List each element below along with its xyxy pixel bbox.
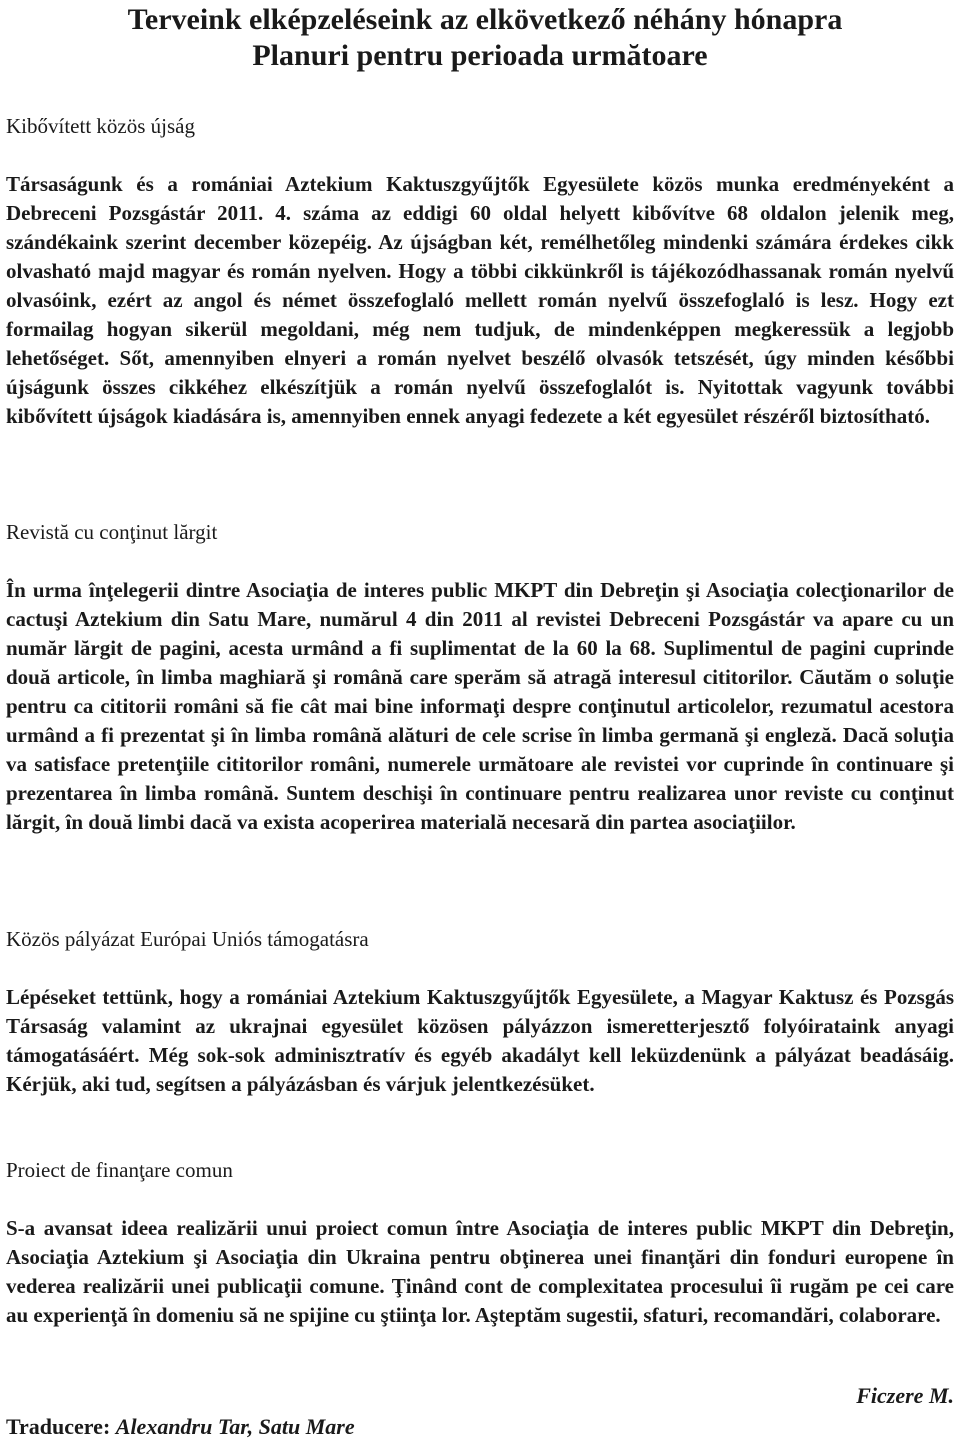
translator-name: Alexandru Tar, Satu Mare [115,1414,355,1439]
section-paragraph: S-a avansat ideea realizării unui proiect comun între Asociaţia de interes public MKPT din Debreţin, Asociaţia Aztekium şi Asociaţia din Ukraina pentru obţinerea unei finanţări din fonduri europene în vederea realizării unei publicaţii comune. Ţinând cont de complexitatea procesului îi rugăm pe cei care au experienţă în domeniu să ne spijine cu ştiinţa lor. Aşteptăm sugestii, sfaturi, recomandări, colaborare. [6,1216,954,1327]
section-expanded-newspaper-hu [6,112,954,141]
section-heading: Kibővített közös újság [6,114,195,138]
section-expanded-newspaper-hu-body [6,170,954,431]
section-joint-project-ro [6,1156,954,1185]
section-expanded-newspaper-ro-body [6,576,954,837]
author-signature: Ficzere M. [856,1383,954,1408]
translation-label: Traducere: [6,1414,111,1439]
title-hungarian: Terveink elképzeléseink az elkövetkező néhány hónapra [127,3,843,36]
section-joint-application-hu [6,925,954,954]
section-expanded-newspaper-ro [6,518,954,547]
title-romanian: Planuri pentru perioada următoare [252,39,708,72]
section-joint-project-ro-body [6,1214,954,1330]
section-joint-application-hu-body [6,983,954,1099]
section-heading: Közös pályázat Európai Uniós támogatásra [6,927,369,951]
title-block [0,0,960,74]
section-heading: Revistă cu conţinut lărgit [6,520,218,544]
translation-credit [6,1412,355,1441]
section-paragraph: Lépéseket tettünk, hogy a romániai Aztekium Kaktuszgyűjtők Egyesülete, a Magyar Kaktusz és Pozsgás Társaság valamint az ukrajnai egyesület közösen pályázzon ismeretterjesztő folyóirataink anyagi támogatásáért. Még sok-sok adminisztratív és egyéb akadályt kell leküzdenünk a pályázat beadásáig. Kérjük, aki tud, segítsen a pályázásban és várjuk jelentkezésüket. [6,985,954,1096]
section-heading: Proiect de finanţare comun [6,1158,233,1182]
section-paragraph: În urma înţelegerii dintre Asociaţia de interes public MKPT din Debreţin şi Asociaţia colecţionarilor de cactuşi Aztekium din Satu Mare, numărul 4 din 2011 al revistei Debreceni Pozsgástár va apare cu un număr lărgit de pagini, acesta urmând a fi suplimentat de la 60 la 68. Suplimentul de pagini cuprinde două articole, în limba maghiară şi română care sperăm să atragă interesul cititorilor. Căutăm o soluţie pentru ca cititorii români să fie cât mai bine informaţi despre conţinutul articolelor, rezumatul acestora urmând a fi prezentat şi în limba română alături de cele scrise în limba germană şi engleză. Dacă soluţia va satisface pretenţiile cititorilor români, numerele următoare ale revistei vor cuprinde în continuare şi prezentarea în limba română. Suntem deschişi în continuare pentru realizarea unor reviste cu conţinut lărgit, în două limbi dacă va exista acoperirea materială necesară din partea asociaţiilor. [6,578,954,834]
section-paragraph: Társaságunk és a romániai Aztekium Kaktuszgyűjtők Egyesülete közös munka eredményeként a Debreceni Pozsgástár 2011. 4. száma az eddigi 60 oldal helyett kibővítve 68 oldalon jelenik meg, szándékaink szerint december közepéig. Az újságban két, remélhetőleg mindenki számára érdekes cikk olvasható majd magyar és román nyelven. Hogy a többi cikkünkről is tájékozódhassanak román nyelvű olvasóink, ezért az angol és német összefoglaló mellett román nyelvű összefoglaló is lesz. Hogy ezt formailag hogyan sikerül megoldani, még nem tudjuk, de mindenképpen megkeressük a legjobb lehetőséget. Sőt, amennyiben elnyeri a román nyelvet beszélő olvasók tetszését, úgy minden későbbi újságunk összes cikkéhez elkészítjük a román nyelvű összefoglalót is. Nyitottak vagyunk további kibővített újságok kiadására is, amennyiben ennek anyagi fedezete a két egyesület részéről biztosítható. [6,172,954,428]
